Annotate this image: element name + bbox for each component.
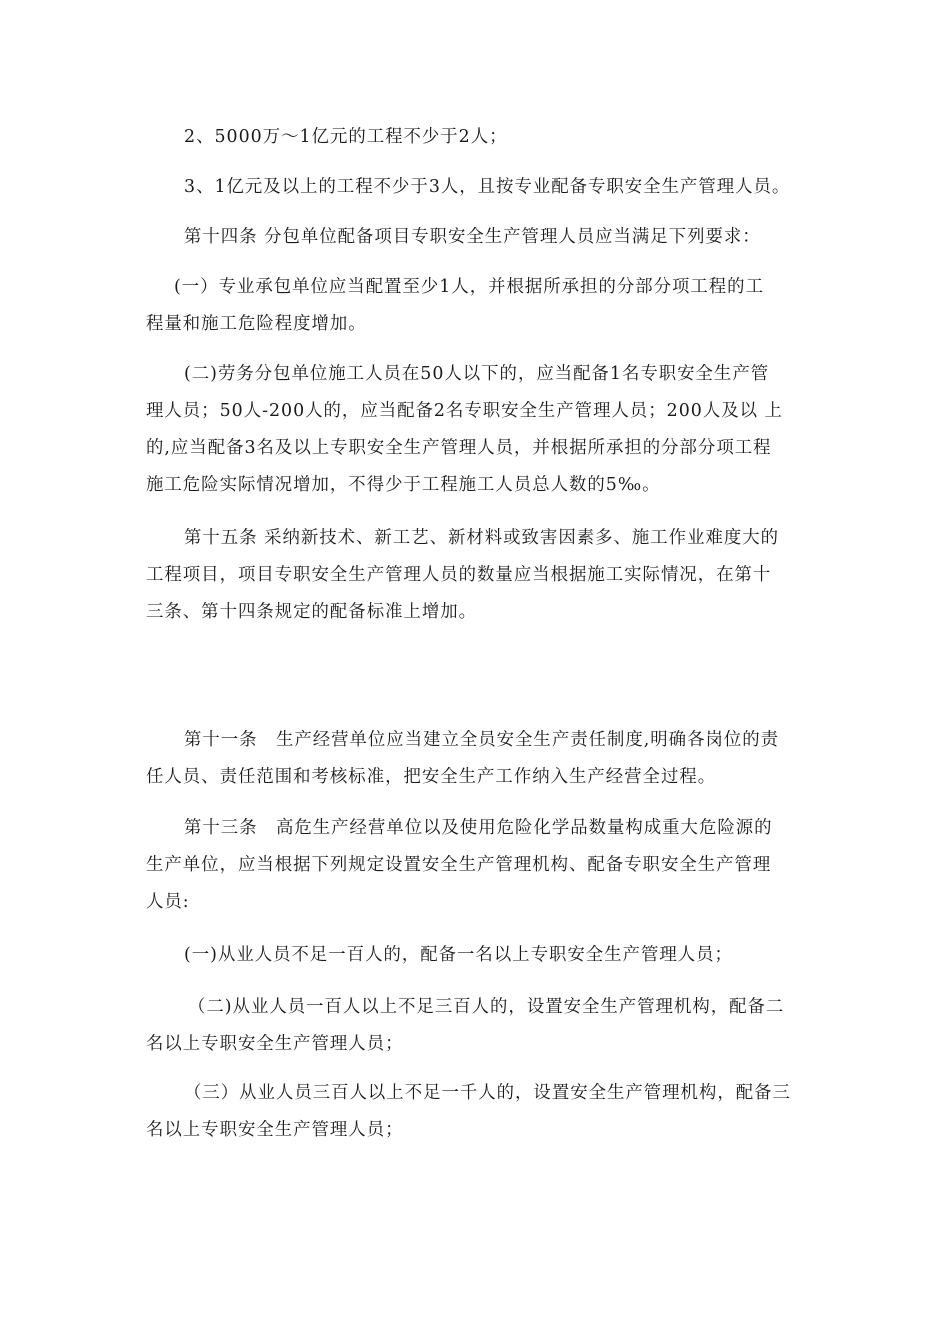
- paragraph-item-3: [146, 169, 814, 206]
- paragraph-sub-2: [146, 989, 814, 1063]
- text-line: (二)劳务分包单位施工人员在50人以下的，应当配备1名专职安全生产管: [184, 364, 770, 384]
- text-line: （三）从业人员三百人以上不足一千人的，设置安全生产管理机构，配备三: [184, 1083, 791, 1103]
- paragraph-article-14: [146, 219, 814, 256]
- paragraph-sub-1: [146, 937, 814, 974]
- text-line: 名以上专职安全生产管理人员；: [146, 1120, 404, 1140]
- text-line: 施工危险实际情况增加，不得少于工程施工人员总人数的5‰。: [146, 475, 661, 495]
- text-line: 名以上专职安全生产管理人员；: [146, 1034, 404, 1054]
- paragraph-clause-2: [146, 356, 814, 504]
- text-line: 三条、第十四条规定的配备标准上增加。: [146, 602, 478, 622]
- text-line: (一)从业人员不足一百人的，配备一名以上专职安全生产管理人员；: [184, 945, 733, 965]
- text-line: 第十四条 分包单位配备项目专职安全生产管理人员应当满足下列要求：: [184, 227, 761, 247]
- text-line: (一）专业承包单位应当配置至少1人，并根据所承担的分部分项工程的工: [174, 277, 764, 297]
- paragraph-article-11: [146, 722, 814, 796]
- text-line: 理人员；50人-200人的，应当配备2名专职安全生产管理人员；200人及以 上: [146, 401, 783, 421]
- text-line: 程量和施工危险程度增加。: [146, 314, 367, 334]
- paragraph-clause-1: [146, 269, 814, 343]
- paragraph-sub-3: [146, 1075, 814, 1149]
- text-line: 3、1亿元及以上的工程不少于3人，且按专业配备专职安全生产管理人员。: [184, 177, 791, 197]
- text-line: 第十三条 高危生产经营单位以及使用危险化学品数量构成重大危险源的: [184, 818, 773, 838]
- paragraph-article-13: [146, 810, 814, 921]
- paragraph-article-15: [146, 520, 814, 631]
- text-line: 2、5000万～1亿元的工程不少于2人；: [184, 127, 508, 147]
- text-line: 任人员、责任范围和考核标准，把安全生产工作纳入生产经营全过程。: [146, 767, 717, 787]
- text-line: 第十一条 生产经营单位应当建立全员安全生产责任制度,明确各岗位的责: [184, 730, 780, 750]
- text-line: （二)从业人员一百人以上不足三百人的，设置安全生产管理机构，配备二: [188, 997, 785, 1017]
- text-line: 工程项目，项目专职安全生产管理人员的数量应当根据施工实际情况，在第十: [146, 565, 772, 585]
- text-line: 的,应当配备3名及以上专职安全生产管理人员，并根据所承担的分部分项工程: [146, 438, 772, 458]
- text-line: 生产单位，应当根据下列规定设置安全生产管理机构、配备专职安全生产管理: [146, 855, 772, 875]
- paragraph-item-2: [146, 119, 814, 156]
- text-line: 人员:: [146, 892, 190, 912]
- text-line: 第十五条 采纳新技术、新工艺、新材料或致害因素多、施工作业难度大的: [184, 528, 780, 548]
